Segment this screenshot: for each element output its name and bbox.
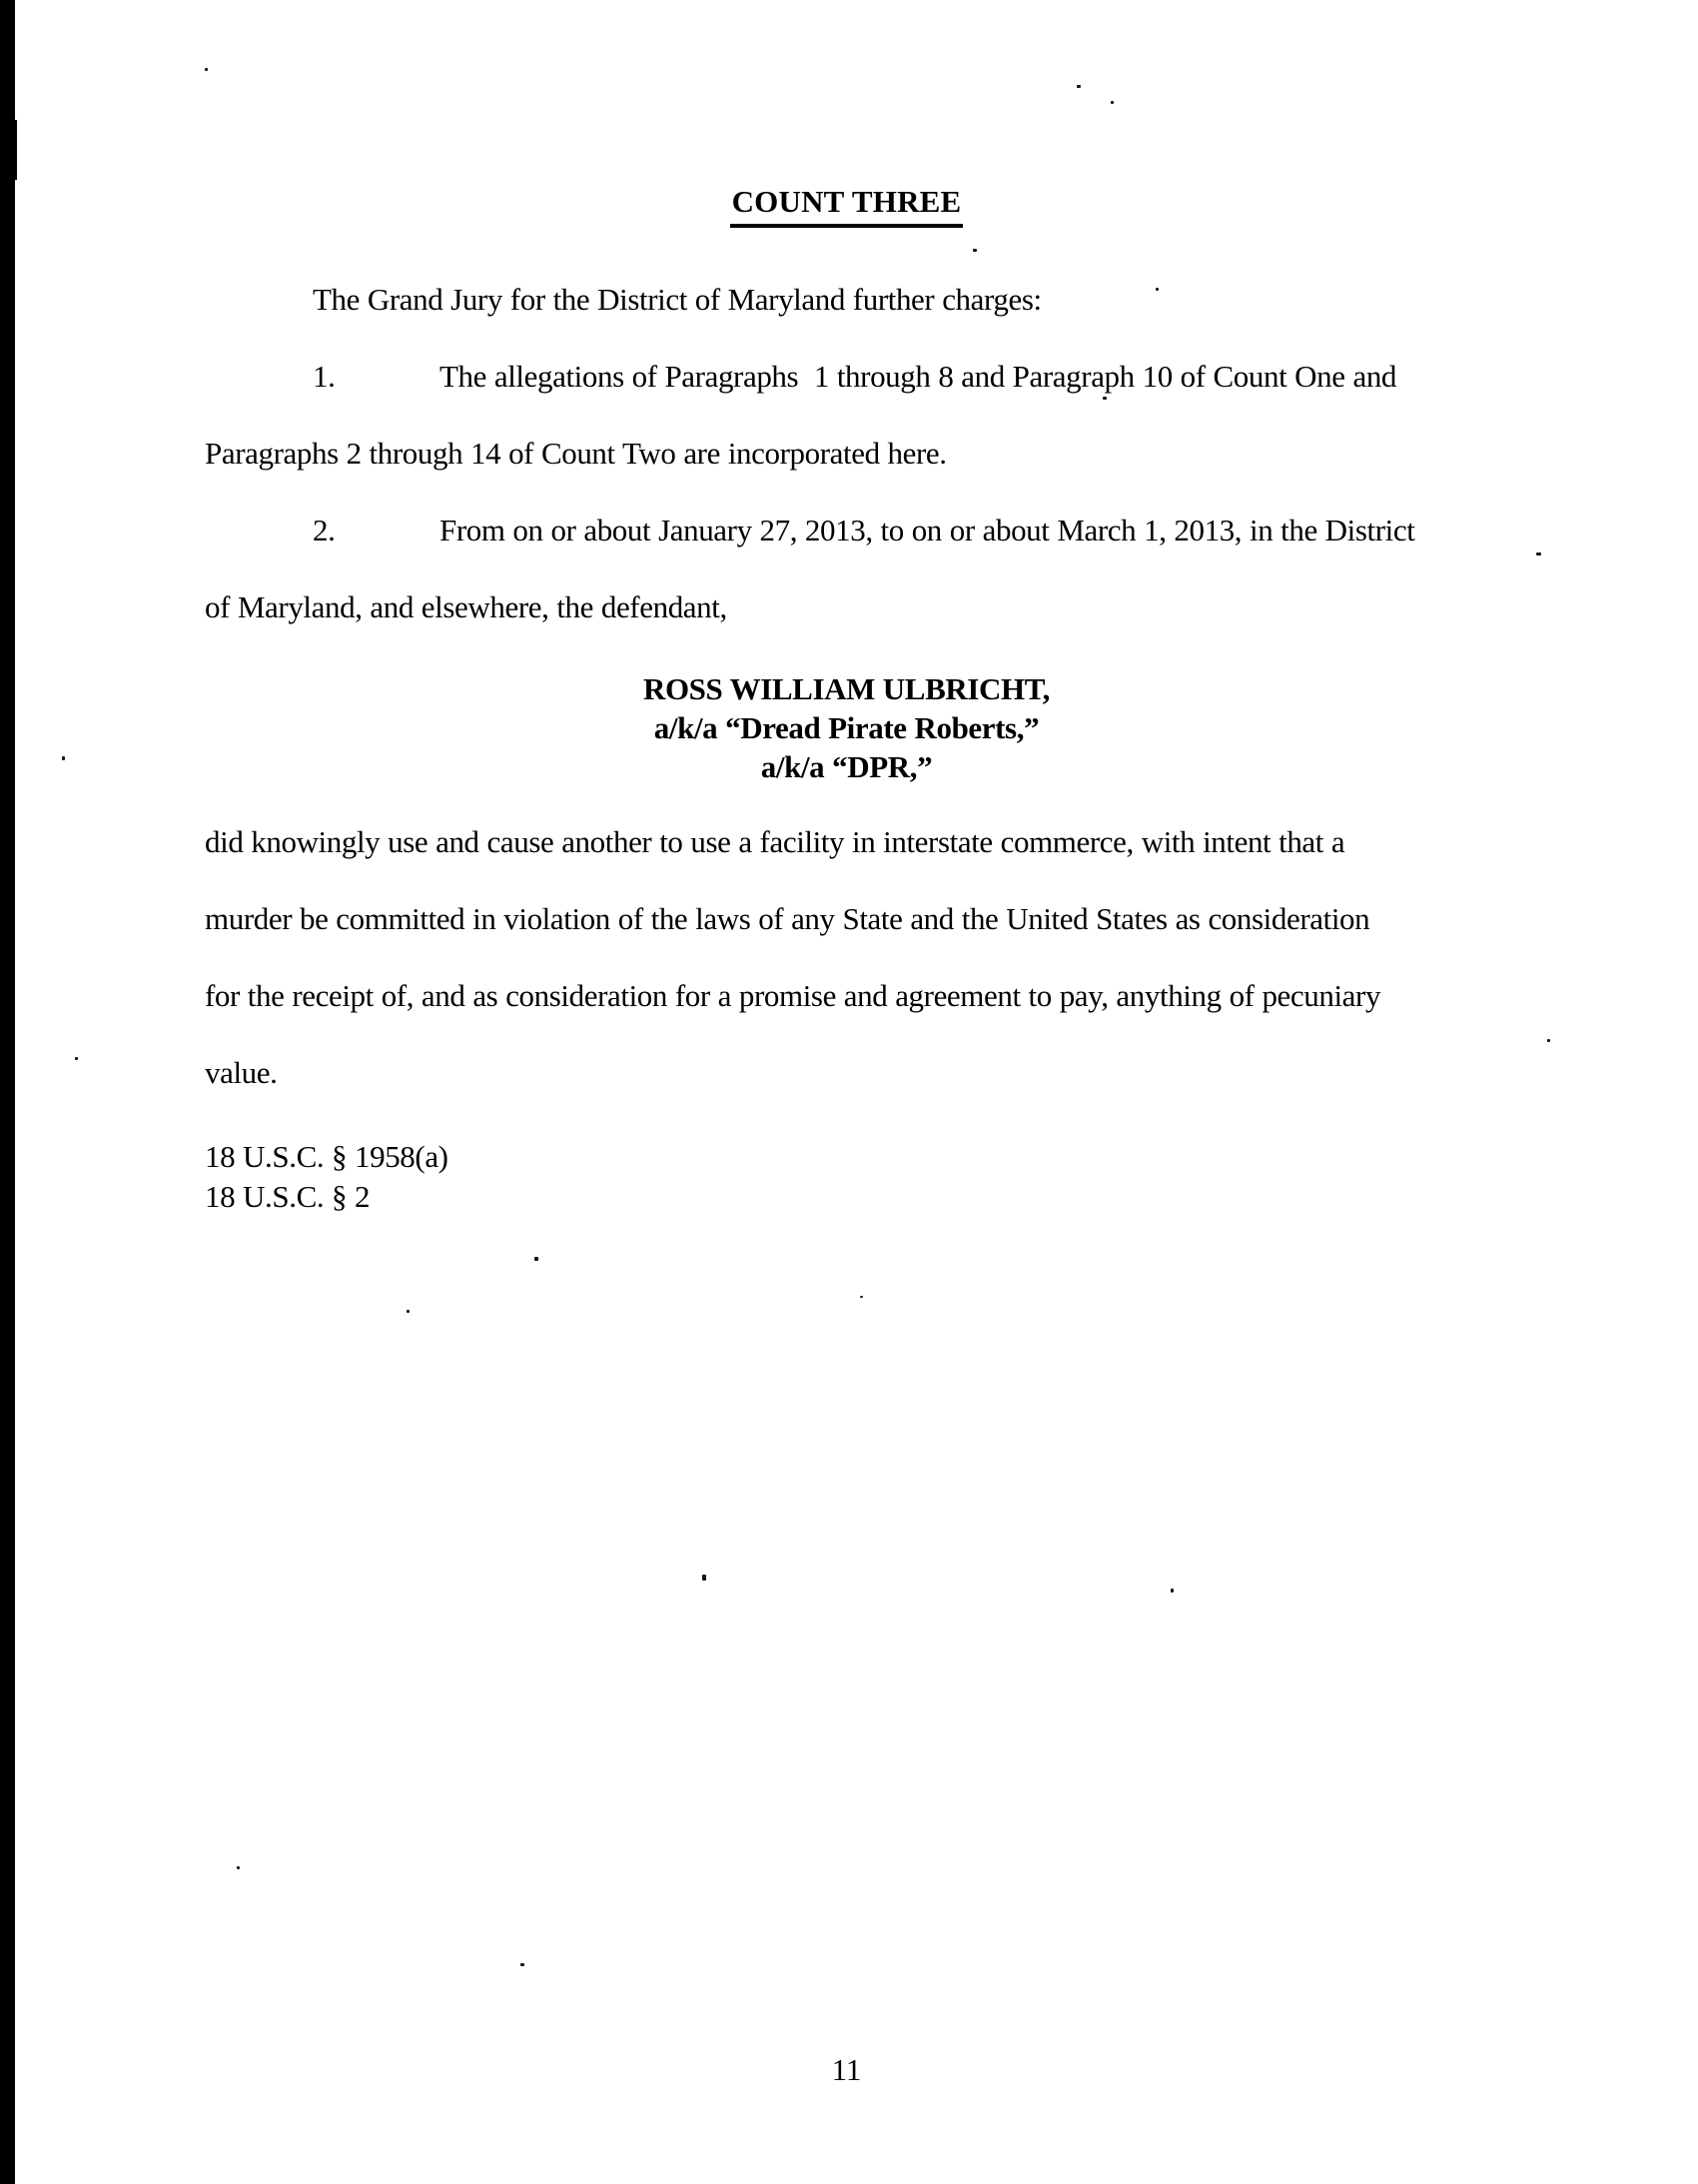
- count-heading-text: COUNT THREE: [730, 182, 964, 228]
- paragraph-2: [205, 492, 1488, 645]
- paragraph-2-line-2: of Maryland, and elsewhere, the defendant,: [205, 589, 727, 624]
- scan-speck: [1171, 1589, 1174, 1593]
- defendant-alias-2: a/k/a “DPR,”: [760, 749, 933, 784]
- paragraph-1-number: 1.: [313, 359, 336, 394]
- scan-speck: [973, 249, 977, 252]
- charge-line-2: murder be committed in violation of the laws of any State and the United States as consideration: [205, 901, 1370, 936]
- count-heading: [205, 182, 1488, 228]
- scan-speck: [407, 1310, 410, 1313]
- scan-speck: [1536, 552, 1541, 555]
- citation-line-1: 18 U.S.C. § 1958(a): [205, 1139, 448, 1174]
- citation-line-2: 18 U.S.C. § 2: [205, 1179, 371, 1214]
- scan-speck: [205, 68, 208, 71]
- paragraph-1-text: The allegations of Paragraphs 1 through 8 and Paragraph 10 of Count One and: [439, 359, 1397, 394]
- scan-speck: [75, 1057, 78, 1060]
- statute-citations: [205, 1137, 1488, 1217]
- document-content: [205, 0, 1488, 1217]
- scan-edge-artifact: [0, 0, 15, 2184]
- charge-line-1: did knowingly use and cause another to use a facility in interstate commerce, with intent that a: [205, 824, 1345, 859]
- charge-paragraph: [205, 803, 1488, 1111]
- scan-speck: [860, 1296, 863, 1298]
- defendant-alias-1: a/k/a “Dread Pirate Roberts,”: [653, 710, 1040, 745]
- charge-line-3: for the receipt of, and as consideration for a promise and agreement to pay, anything of pecuniary: [205, 978, 1381, 1013]
- defendant-name: ROSS WILLIAM ULBRICHT,: [642, 671, 1051, 706]
- scan-speck: [520, 1963, 524, 1966]
- page-number: 11: [831, 2052, 862, 2087]
- paragraph-1: [205, 338, 1488, 492]
- scan-speck: [1103, 397, 1107, 400]
- paragraph-2-text: From on or about January 27, 2013, to on or about March 1, 2013, in the District: [439, 513, 1415, 547]
- scan-speck: [1547, 1039, 1550, 1042]
- paragraph-2-number: 2.: [313, 513, 336, 547]
- charge-line-4: value.: [205, 1055, 278, 1090]
- scan-speck: [702, 1575, 706, 1581]
- scan-speck: [237, 1866, 240, 1869]
- defendant-name-block: [205, 669, 1488, 786]
- paragraph-2-line-1: [205, 492, 1488, 568]
- scan-speck: [1077, 85, 1081, 88]
- scan-speck: [62, 756, 65, 760]
- scan-speck: [1156, 288, 1159, 291]
- intro-paragraph: [205, 261, 1488, 338]
- paragraph-1-line-1: [205, 338, 1488, 415]
- scan-speck: [1111, 101, 1114, 104]
- intro-line: The Grand Jury for the District of Maryland further charges:: [313, 282, 1042, 317]
- scan-speck: [534, 1257, 538, 1261]
- paragraph-1-line-2: Paragraphs 2 through 14 of Count Two are incorporated here.: [205, 436, 947, 471]
